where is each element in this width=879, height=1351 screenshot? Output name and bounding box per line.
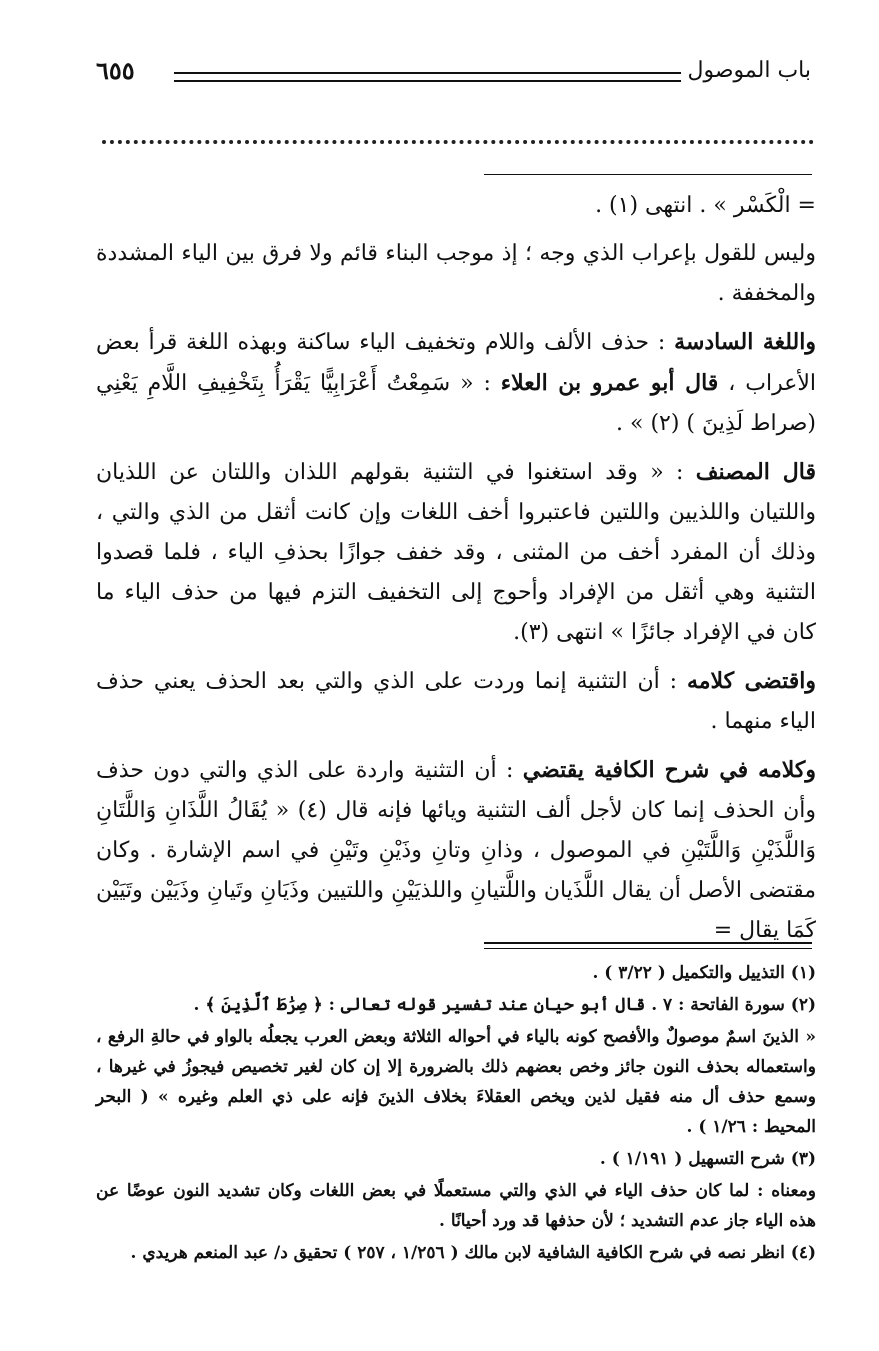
page-number: ٦٥٥ [96,56,135,85]
running-header [96,56,811,90]
footnotes [96,958,816,1270]
footnote-3: (٣) شرح التسهيل ( ١/١٩١ ) . [599,1149,816,1169]
paragraph-4 [96,661,816,742]
main-text [96,186,816,959]
footnote-2: (٢) سورة الفاتحة : ٧ . قال أبو حيان عند تفسير قوله تعالى : ﴿ صِرَٰطَ ٱلَّذِينَ ﴾ . [193,995,816,1015]
paragraph-3-lead: قال المصنف [695,459,816,485]
footnote-4: (٤) انظر نصه في شرح الكافية الشافية لابن مالك ( ١/٢٥٦ ، ٢٥٧ ) تحقيق د/ عبد المنعم هريدي . [130,1243,816,1263]
footnote-1: (١) التذييل والتكميل ( ٣/٢٢ ) . [592,963,816,983]
footnote-separator-thin [484,948,812,949]
paragraph-3 [96,452,816,653]
footnote-2-quote: « الذينَ اسمٌ موصولٌ والأفصح كونه بالياء في أحواله الثلاثة وبعض العرب يجعلُه بالواو في حالةِ الرفع ، واستعماله بحذف النون جائز وخص بعضهم ذلك بالضرورة إلا إن كان لغير تخصيص فيجوزُ في غيرها ، وسمع حذف أل منه فقيل لذين ويخص العقلاءَ بخلاف الذينَ فإنه على ذي العلم وغيره » ( البحر المحيط : ١/٢٦ ) . [96,1027,816,1137]
paragraph-2-lead: واللغة السادسة [674,329,816,355]
paragraph-4-lead: واقتضى كلامه [686,668,816,694]
chapter-title: باب الموصول [687,58,811,83]
footnote-separator [484,942,812,944]
paragraph-2-text: : حذف الألف واللام وتخفيف الياء ساكنة وبهذه اللغة قرأ بعض الأعراب ، [96,330,816,396]
header-double-rule [174,72,681,82]
paragraph-3-text: : « وقد استغنوا في التثنية بقولهم اللذان واللتان عن اللذيان واللتيان واللذيين واللتين فاعتبروا أخف اللغات وإن كانت أثقل من الذي والتي ، وذلك أن المفرد أخف من المثنى ، وقد خفف جوازًا بحذفِ الياء ، فلما قصدوا التثنية وهي أثقل من الإفراد وأحوج إلى التخفيف التزم فيها من حذف الياء ما كان في الإفراد جائزًا » انتهى (٣). [96,460,816,645]
paragraph-2 [96,322,816,444]
paragraph-2-text2: : « سَمِعْتُ أَعْرَابِيًّا يَقْرَأُ بِتَخْفِيفِ اللَّامِ يَعْنِي (صراط لَذِينَ ) (٢) » . [96,371,816,436]
paragraph-5-text: : أن التثنية واردة على الذي والتي دون حذف وأن الحذف إنما كان لأجل ألف التثنية ويائها فإنه قال (٤) « يُقَالُ اللَّذَانِ وَاللَّتَانِ وَاللَّذَيْنِ وَاللَّتَيْنِ في الموصول ، وذانِ وتانِ وذَيْنِ وتَيْنِ في اسم الإشارة . وكان مقتضى الأصل أن يقال اللَّذَيان واللَّتيانِ واللذيَيْنِ واللتيين وذَيَانِ وتَيانِ وذَيَيْن وتَيَيْن كَمَا يقال = [96,758,816,943]
paragraph-4-text: : أن التثنية إنما وردت على الذي والتي بعد الحذف يعني حذف الياء منهما . [96,669,816,734]
paragraph-1: وليس للقول بإعراب الذي وجه ؛ إذ موجب البناء قائم ولا فرق بين الياء المشددة والمخففة . [96,241,816,306]
continuation-rule [484,174,812,175]
paragraph-2-lead2: قال أبو عمرو بن العلاء [500,370,719,396]
dotted-separator [102,140,814,148]
paragraph-5 [96,750,816,951]
footnote-3-note: ومعناه : لما كان حذف الياء في الذي والتي مستعملًا في بعض اللغات وكان تشديد النون عوضًا عن هذه الياء جاز عدم التشديد ؛ لأن حذفها قد ورد أحيانًا . [96,1181,816,1231]
paragraph-continuation: = الْكَسْر » . انتهى (١) . [595,193,816,218]
paragraph-5-lead: وكلامه في شرح الكافية يقتضي [522,757,816,783]
